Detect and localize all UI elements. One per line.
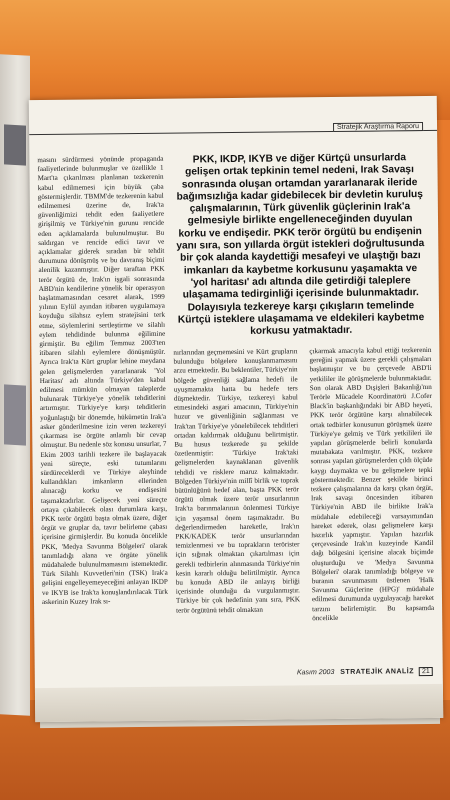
adjacent-photo-strip: [4, 124, 26, 165]
column-3-text: çıkarmak amacıyla kabul ettiği tezkerenin gereğini yapmak üzere gerekli çalışmaları başlatmıştır ve bu çerçevede ABD'li yetkililer ile görüşmelerde bulunmaktadır. Son olarak ABD Dışişleri Bakanlığı'nın Terörle Mücadele Koordinatörü J.Cofer Black'in başkanlığındaki bir ABD heyeti, PKK terör örgütüne karşı alınabilecek ortak tedbirler konusunun görüşmek üzere Türkiye'ye gelmiş ve Türk yetkilileri ile yapılan görüşmelerde belirli konularda mutabakata varılmıştır. PKK, tezkere sonrası yapılan görüşmelerden çıldı ölçüde kaygı duymakta ve bu gelişmelere tepki göstermektedir. Benzer şekilde birinci tezkere çalışmalarına da karşı çıkan örgüt, Irak savaşı öncesinden itibaren Türkiye'nin ABD ile birlikte Irak'a müdahale edebileceği varsayımından hareket ederek, olası gelişmelere karşı hazırlık yapmıştır. Yapılan hazırlık çerçevesinde Irak'ın kuzeyinde Kandil dağı bölgesini içerisine alacak biçimde oluşturduğu ve 'Medya Savunma Bölgeleri' olarak tanımladığı bölgeye ve buranın savunmasını üstlenen 'Halk Savunma Güçlerine (HPG)' müdahale edilmesi durumunda uygulayacağı hareket tarzını belirlemiştir. Bu kapsamda öncelikle: [309, 345, 435, 623]
issue-date: Kasım 2003: [296, 668, 335, 677]
adjacent-photo-strip: [4, 384, 26, 445]
adjacent-magazine: [0, 54, 30, 716]
text-column-2: [173, 347, 300, 615]
page-bottom-margin: [35, 684, 443, 722]
text-column-3: [309, 346, 434, 623]
magazine-name: STRATEJİK ANALİZ: [340, 668, 415, 676]
page-number: 21: [419, 667, 433, 676]
text-column-1: [37, 155, 168, 607]
pull-quote: PKK, IKDP, IKYB ve diğer Kürtçü unsurlarda gelişen ortak tepkinin temel nedeni, Irak Savaşı sonrasında oluşan ortamdan yararlanarak ileride bağımsızlığa kadar gidebilecek bir devletin kuruluş çalışmalarının, Türk güvenlik güçlerinin Irak'a gelmesiyle birlikte engelleneceğinden duyulan korku ve endişedir. PKK terör örgütü bu endişenin yanı sıra, son yıllarda örgüt istekleri doğrultusunda bir çok alanda kaydettiği mesafeyi ve ulaştığı bazı imkanları da kaybetme korkusunu yaşamakta ve 'yol haritası' adı altında dile getirdiği taleplere ulaşamama tedirginliği içerisinde bulunmaktadır. Dolayısıyla tezkereye karşı çıkışların temelinde Kürtçü isteklere ulaşamama ve eldekileri kaybetme korkusu yatmaktadır.: [176, 152, 425, 338]
magazine-page: [29, 96, 443, 722]
page-footer: [297, 668, 433, 676]
column-2-text: nırlarından geçmemesini ve Kürt grupların bulunduğu bölgelere konuşlanmamasını arzu etmektedir. Bu beklentiler, Türkiye'nin bölgede güvenliği sağlama hedefi ile uyuşmamakta hatta bu hedefe ters düşmektedir. Türkiye, tezkereyi kabul etmesindeki asgari amacının, Türkiye'nin huzur ve güvenliğinin sağlanması ve Irak'tan Türkiye'ye yönelebilecek tehditleri ortadan kaldırmak olduğunu belirtmiştir. Bu husus tezkerede şu şekilde özetlenmiştir: 'Türkiye Irak'taki gelişmelerden kaynaklanan güvenlik tehdidi ve risklere maruz kalmaktadır. Bölgeden Türkiye'nin millî birlik ve toprak bütünlüğünü hedef alan, başta PKK terör örgütü olmak üzere terör unsurlarının Irak'ta barınmalarının önlenmesi Türkiye için yaşamsal önem taşımaktadır. Bu değerlendirmeden hareketle, Irak'ın PKK/KADEK terör unsurlarından temizlenmesi ve bu toprakların terörister için sığınak olmaktan çıkartılması için gerekli tedbirlerin alınmasında Türkiye'nin kesin kararlı olduğu belirtilmiştir. Ayrıca bu konuda ABD ile anlayış birliği içerisinde olunduğu da vurgulanmıştır. Türkiye bir çok hedefinin yanı sıra, PKK terör örgütünü tehdit olmaktan: [173, 347, 301, 615]
section-header: Stratejik Araştırma Raporu: [333, 122, 423, 132]
column-1-text: masını sürdürmesi yönünde propaganda faaliyetlerinde bulunmuşlar ve özellikle 1 Mart'ta çıkarılması planlanan tezkerenin kabul edilmemesi için büyük çaba göstermişlerdir. TBMM'de tezkerenin kabul edilmemesi üzerine de, Irak'ta güvenliğimizi tehdit eden faaliyetlere girişilmiş ve Türkiye'nin gurunu rencide eden açıklamalarda bulunulmuştur. Bu saldırgan ve rencide edici tavır ve açıklamalar giderek sıradan bir tehdit durumuna dönüşmüş ve bu davranış biçimi alenilik kazanmıştır. Diğer taraftan PKK terör örgütü de, Irak'ın işgali sonrasında ABD'nin kendilerine yönelik bir operasyon başlatmamasından cesaret alarak, 1999 yılının Eylül ayından itibaren uygulamaya koyduğu silahsız eylem stratejisini terk etme, söylemlerini sertleştirme ve silahlı eylem tehdidinde bulunma eğilimine girmiştir. Bu eğilim Temmuz 2003'ten itibaren silahlı eylemlere dönüşmüştür. Ayrıca Irak'ta Kürt gruplar lehine meydana gelen gelişmelerden yararlanarak 'Yol Haritası' adı altında Türkiye'den kabul edilmesi mümkün olmayan taleplerde bulunarak Türkiye'ye yönelik tehditlerini artırmıştır. Türkiye'ye karşı tehditlerin yoğunlaştığı bir dönemde, hükümetin Irak'a asker gönderilmesine izin veren tezkereyi çıkarması ise örgüte anlamlı bir cevap olmuştur. Bu nedenle söz konusu unsurlar, 7 Ekim 2003 tarihli tezkere ile başlayacak yeni süreçte, eski tutumlarını sürdüreceklerdi ve Türkiye aleyhinde kullandıkları imkanların ellerinden alınacağı korku ve endişesini taşımaktadırlar. Gelişecek yeni süreçte ortaya çıkabilecek olası durumlara karşı, PKK terör örgütü başta olmak üzere, diğer örgüt ve gruplar da, tavır belirleme çabası içerisine girmişlerdir. Bu konuda öncelikle PKK, 'Medya Savunma Bölgeleri' olarak tanımladığı alana ve örgüte yönelik müdahalede bulunulmamasını istemektedir. Türk Silahlı Kuvvetleri'nin (TSK) Irak'a gelişini engelleyemeyeceğini anlayan IKDP ve IKYB ise Irak'ta konuşlandırılacak Türk askerinin Kuzey Irak sı-: [37, 154, 168, 606]
